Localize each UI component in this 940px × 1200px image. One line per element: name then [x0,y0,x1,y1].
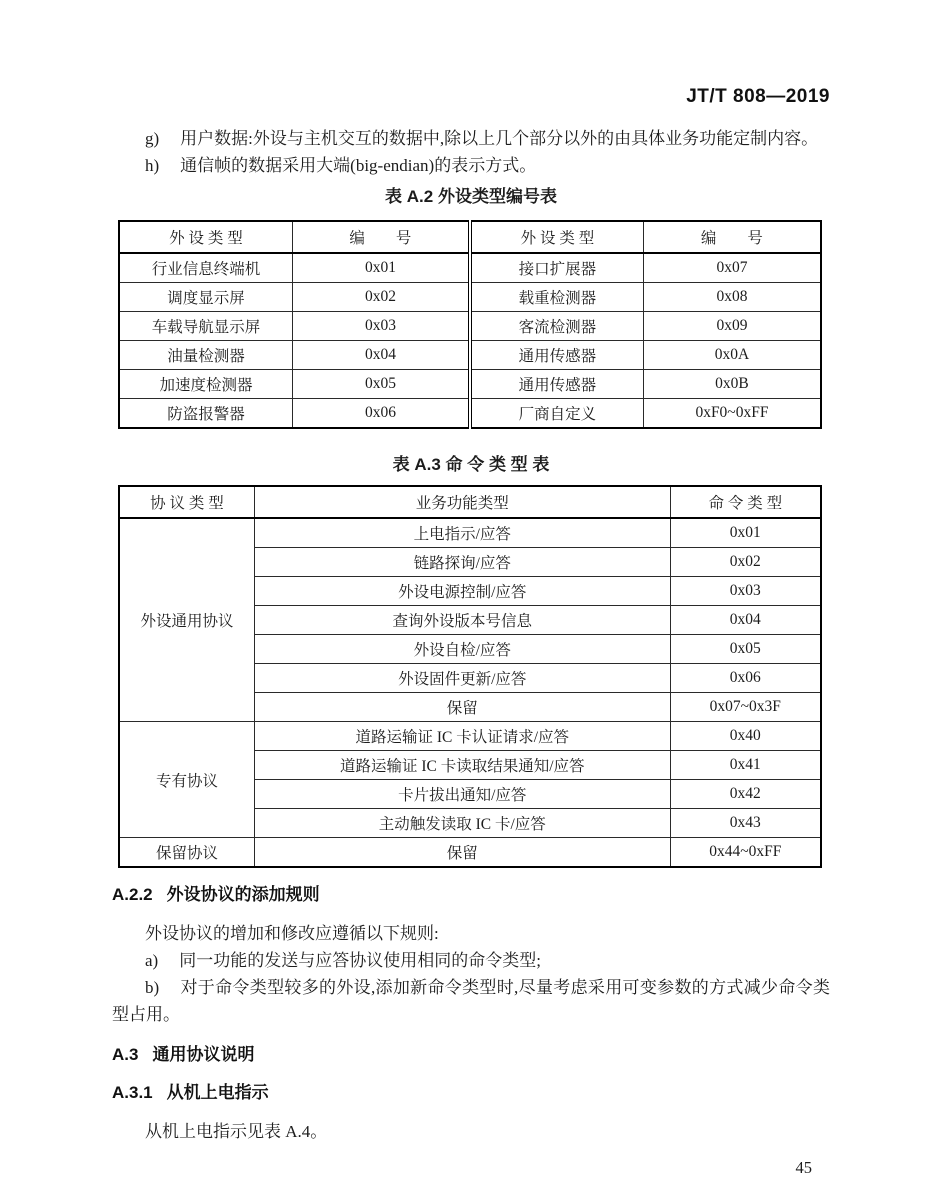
table-cell: 通用传感器 [470,341,643,370]
table-cell: 0x05 [670,635,821,664]
table-header-cell: 外 设 类 型 [119,221,292,253]
intro-item-h [112,152,830,179]
table-cell: 0x06 [670,664,821,693]
intro-item-g [112,125,830,152]
table-cell: 0x03 [670,577,821,606]
table-cell: 保留 [254,693,670,722]
section-title: 从机上电指示 [166,1083,269,1102]
table-cell: 保留 [254,838,670,868]
table-cell: 0x08 [643,283,821,312]
table-group-label: 专有协议 [119,722,254,838]
list-item-a [112,947,830,974]
table-cell: 卡片拔出通知/应答 [254,780,670,809]
table-cell: 0x0A [643,341,821,370]
section-a22-body [112,920,830,1028]
list-item-text: 对于命令类型较多的外设,添加新命令类型时,尽量考虑采用可变参数的方式减少命令类型占用。 [112,978,830,1024]
table-row [119,370,821,399]
table-row [119,312,821,341]
table-row [119,253,821,283]
table-a2-title: 表 A.2 外设类型编号表 [385,187,557,206]
list-item-label: b) [145,978,160,997]
table-header-row [119,486,821,518]
table-cell: 行业信息终端机 [119,253,292,283]
table-cell: 道路运输证 IC 卡认证请求/应答 [254,722,670,751]
section-number: A.3.1 [112,1083,153,1102]
section-title: 通用协议说明 [152,1045,255,1064]
list-item-label: g) [145,129,160,148]
table-a2 [118,220,822,429]
table-cell: 0x01 [292,253,470,283]
table-row [119,518,821,548]
table-group-label: 保留协议 [119,838,254,868]
section-title: 外设协议的添加规则 [166,885,320,904]
list-item-label: h) [145,156,160,175]
table-cell: 0x04 [292,341,470,370]
table-header-cell: 编 号 [292,221,470,253]
table-cell: 接口扩展器 [470,253,643,283]
table-header-cell: 协 议 类 型 [119,486,254,518]
section-a31-heading [112,1081,830,1105]
paragraph: 外设协议的增加和修改应遵循以下规则: [145,924,439,943]
table-a3 [118,485,822,868]
table-cell: 通用传感器 [470,370,643,399]
table-cell: 防盗报警器 [119,399,292,429]
table-cell: 客流检测器 [470,312,643,341]
table-cell: 厂商自定义 [470,399,643,429]
table-cell: 外设固件更新/应答 [254,664,670,693]
table-cell: 0x41 [670,751,821,780]
table-cell: 0x44~0xFF [670,838,821,868]
table-header-cell: 外 设 类 型 [470,221,643,253]
list-item-label: a) [145,951,159,970]
table-cell: 链路探询/应答 [254,548,670,577]
table-cell: 0x04 [670,606,821,635]
table-cell: 外设自检/应答 [254,635,670,664]
table-cell: 0x02 [292,283,470,312]
table-cell: 0x40 [670,722,821,751]
table-cell: 0x03 [292,312,470,341]
section-a31-body [112,1118,830,1145]
table-row [119,341,821,370]
table-cell: 0x01 [670,518,821,548]
table-group-label: 外设通用协议 [119,518,254,722]
table-row [119,838,821,868]
table-cell: 0x43 [670,809,821,838]
list-item-text: 用户数据:外设与主机交互的数据中,除以上几个部分以外的由具体业务功能定制内容。 [180,129,819,148]
table-header-row [119,221,821,253]
section-a3-heading [112,1043,830,1067]
section-number: A.3 [112,1045,139,1064]
table-row [119,399,821,429]
paragraph: 从机上电指示见表 A.4。 [145,1122,328,1141]
table-cell: 0x07~0x3F [670,693,821,722]
table-cell: 车载导航显示屏 [119,312,292,341]
table-cell: 0x42 [670,780,821,809]
list-item-b [112,974,830,1028]
table-cell: 0x0B [643,370,821,399]
intro-list [112,125,830,179]
table-row [119,283,821,312]
section-number: A.2.2 [112,885,153,904]
table-cell: 0x05 [292,370,470,399]
table-cell: 0xF0~0xFF [643,399,821,429]
table-cell: 道路运输证 IC 卡读取结果通知/应答 [254,751,670,780]
doc-number: JT/T 808—2019 [686,86,830,107]
list-item-text: 通信帧的数据采用大端(big-endian)的表示方式。 [180,156,537,175]
table-cell: 查询外设版本号信息 [254,606,670,635]
list-item-text: 同一功能的发送与应答协议使用相同的命令类型; [179,951,541,970]
table-cell: 调度显示屏 [119,283,292,312]
table-header-cell: 命 令 类 型 [670,486,821,518]
table-cell: 0x06 [292,399,470,429]
table-cell: 加速度检测器 [119,370,292,399]
table-cell: 0x02 [670,548,821,577]
table-header-cell: 业务功能类型 [254,486,670,518]
table-row [119,722,821,751]
table-cell: 0x07 [643,253,821,283]
table-cell: 外设电源控制/应答 [254,577,670,606]
table-cell: 0x09 [643,312,821,341]
table-cell: 载重检测器 [470,283,643,312]
table-cell: 主动触发读取 IC 卡/应答 [254,809,670,838]
table-a3-title: 表 A.3 命 令 类 型 表 [392,455,550,474]
table-cell: 油量检测器 [119,341,292,370]
table-cell: 上电指示/应答 [254,518,670,548]
table-header-cell: 编 号 [643,221,821,253]
section-a22-heading [112,883,830,907]
page-number: 45 [795,1158,812,1177]
